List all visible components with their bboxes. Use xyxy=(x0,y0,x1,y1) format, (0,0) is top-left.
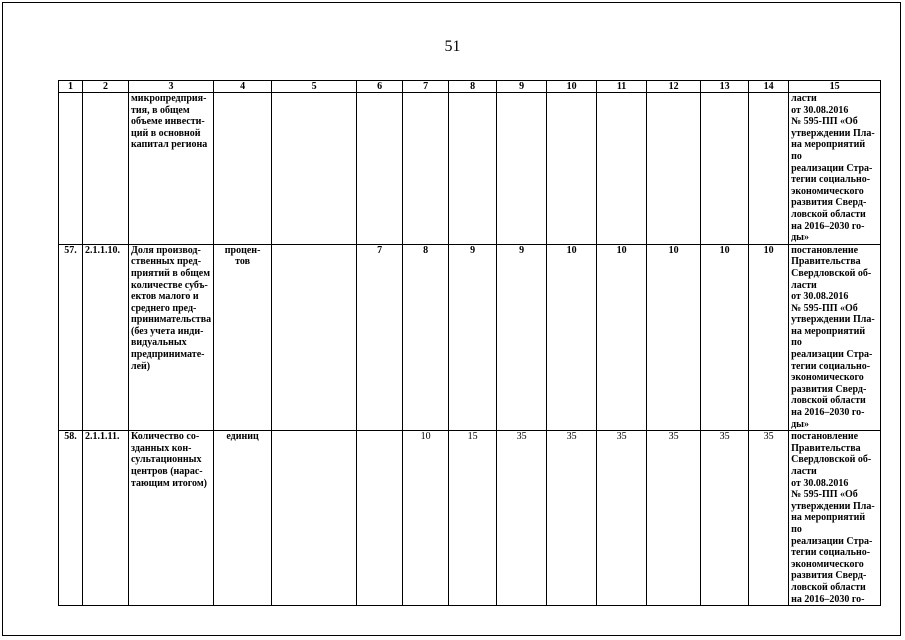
unit-cell xyxy=(214,93,272,245)
indicators-table xyxy=(58,80,881,606)
value-cell: 8 xyxy=(403,244,449,431)
value-cell xyxy=(357,93,403,245)
header-cell: 9 xyxy=(497,81,547,93)
value-cell: 9 xyxy=(449,244,497,431)
row-number: 57. xyxy=(59,244,83,431)
legal-basis: ласти от 30.08.2016 № 595-ПП «Об утверждении Пла- на мероприятий по реализации Стра- тегии социально- экономического развития Сверд- ловской области на 2016–2030 го- ды» xyxy=(789,93,881,245)
value-cell: 10 xyxy=(647,244,701,431)
value-cell: 7 xyxy=(357,244,403,431)
header-cell: 1 xyxy=(59,81,83,93)
value-cell: 35 xyxy=(597,431,647,606)
row-number: 58. xyxy=(59,431,83,606)
value-cell xyxy=(272,431,357,606)
header-cell: 2 xyxy=(83,81,129,93)
value-cell xyxy=(449,93,497,245)
value-cell: 35 xyxy=(497,431,547,606)
row-code: 2.1.1.11. xyxy=(83,431,129,606)
table-row xyxy=(59,431,881,606)
indicator-name: Доля производ- ственных пред- приятий в общем количестве субъ- ектов малого и среднего пред- принимательства (без учета инди- видуальных предпринимате- лей) xyxy=(129,244,214,431)
header-cell: 7 xyxy=(403,81,449,93)
value-cell xyxy=(272,93,357,245)
value-cell: 10 xyxy=(597,244,647,431)
value-cell xyxy=(357,431,403,606)
value-cell xyxy=(749,93,789,245)
header-cell: 6 xyxy=(357,81,403,93)
value-cell: 10 xyxy=(547,244,597,431)
row-number xyxy=(59,93,83,245)
indicator-name: микропредприя- тия, в общем объеме инвести- ций в основной капитал региона xyxy=(129,93,214,245)
value-cell: 35 xyxy=(701,431,749,606)
header-cell: 4 xyxy=(214,81,272,93)
header-cell: 14 xyxy=(749,81,789,93)
value-cell xyxy=(597,93,647,245)
value-cell: 9 xyxy=(497,244,547,431)
header-cell: 5 xyxy=(272,81,357,93)
value-cell xyxy=(272,244,357,431)
table-row xyxy=(59,93,881,245)
header-cell: 15 xyxy=(789,81,881,93)
value-cell: 10 xyxy=(749,244,789,431)
indicator-name: Количество со- зданных кон- сультационных центров (нарас- тающим итогом) xyxy=(129,431,214,606)
header-cell: 11 xyxy=(597,81,647,93)
value-cell xyxy=(701,93,749,245)
header-cell: 3 xyxy=(129,81,214,93)
value-cell xyxy=(547,93,597,245)
header-cell: 13 xyxy=(701,81,749,93)
value-cell xyxy=(647,93,701,245)
row-code: 2.1.1.10. xyxy=(83,244,129,431)
unit-cell: единиц xyxy=(214,431,272,606)
value-cell: 35 xyxy=(749,431,789,606)
value-cell: 35 xyxy=(547,431,597,606)
legal-basis: постановление Правительства Свердловской об- ласти от 30.08.2016 № 595-ПП «Об утверждении Пла- на мероприятий по реализации Стра- тегии социально- экономического развития Сверд- ловской области на 2016–2030 го- xyxy=(789,431,881,606)
header-cell: 8 xyxy=(449,81,497,93)
value-cell xyxy=(497,93,547,245)
value-cell: 10 xyxy=(701,244,749,431)
header-cell: 10 xyxy=(547,81,597,93)
table-row xyxy=(59,244,881,431)
row-code xyxy=(83,93,129,245)
value-cell: 35 xyxy=(647,431,701,606)
unit-cell: процен- тов xyxy=(214,244,272,431)
value-cell xyxy=(403,93,449,245)
value-cell: 10 xyxy=(403,431,449,606)
header-row xyxy=(59,81,881,93)
legal-basis: постановление Правительства Свердловской об- ласти от 30.08.2016 № 595-ПП «Об утверждении Пла- на мероприятий по реализации Стра- тегии социально- экономического развития Сверд- ловской области на 2016–2030 го- ды» xyxy=(789,244,881,431)
value-cell: 15 xyxy=(449,431,497,606)
header-cell: 12 xyxy=(647,81,701,93)
page-number: 51 xyxy=(444,38,461,55)
